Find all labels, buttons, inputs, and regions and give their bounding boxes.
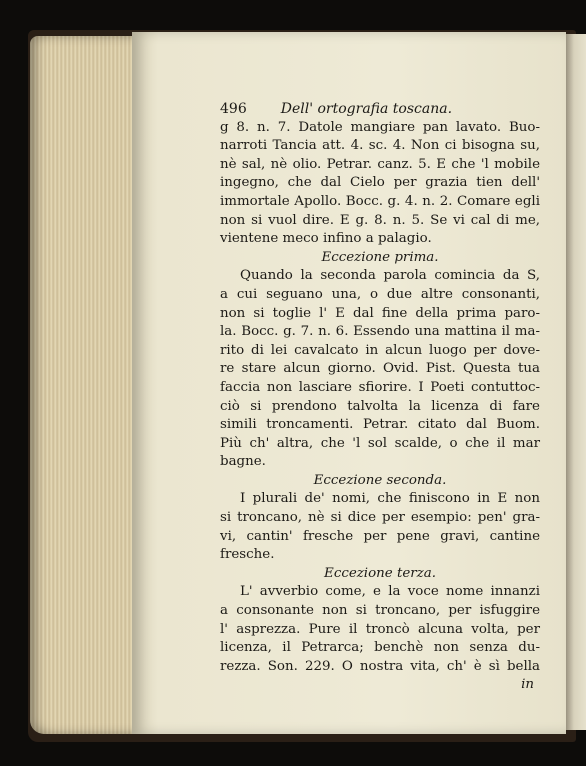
text-line: re stare alcun giorno. Ovid. Pist. Questa tua (220, 361, 540, 377)
text-line: immortale Apollo. Bocc. g. 4. n. 2. Comare egli (220, 193, 540, 209)
facing-page-edge (566, 34, 586, 730)
text-line: fresche. (220, 547, 275, 563)
text-line: rito di lei cavalcato in alcun luogo per dove- (220, 342, 540, 358)
section-eccezione-seconda (220, 472, 540, 565)
text-line: rezza. Son. 229. O nostra vita, ch' è sì bella (220, 658, 540, 674)
text-line: g 8. n. 7. Datole mangiare pan lavato. Buo- (220, 119, 540, 135)
text-line: vi, cantin' fresche per pene gravi, cantine (220, 528, 540, 544)
section-heading: Eccezione prima. (321, 249, 439, 265)
running-header (220, 100, 540, 119)
text-line: non si toglie l' E dal fine della prima paro- (220, 305, 540, 321)
text-line: ciò si prendono talvolta la licenza di fare (220, 398, 540, 414)
text-line: faccia non lasciare sfiorire. I Poeti contuttoc- (220, 379, 540, 395)
catchword: in (521, 677, 534, 693)
opening-paragraph (220, 119, 540, 249)
text-line: a consonante non si troncano, per isfuggire (220, 603, 540, 619)
text-line: non si vuol dire. E g. 8. n. 5. Se vi cal di me, (220, 212, 540, 228)
text-line: si troncano, nè si dice per esempio: pen' gra- (220, 510, 540, 526)
text-line: nè sal, nè olio. Petrar. canz. 5. E che 'l mobile (220, 156, 540, 172)
text-line: vientene meco infino a palagio. (220, 231, 432, 247)
text-line: bagne. (220, 454, 266, 470)
text-line: L' avverbio come, e la voce nome innanzi (240, 584, 540, 600)
text-line: I plurali de' nomi, che finiscono in E non (240, 491, 540, 507)
text-line: simili troncamenti. Petrar. citato dal Buom. (220, 417, 540, 433)
text-line: Più ch' altra, che 'l sol scalde, o che il mar (220, 435, 540, 451)
text-line: l' asprezza. Pure il troncò alcuna volta, per (220, 621, 540, 637)
section-eccezione-terza (220, 565, 540, 677)
text-line: la. Bocc. g. 7. n. 6. Essendo una mattina il ma- (220, 324, 540, 340)
text-line: Quando la seconda parola comincia da S, (240, 268, 540, 284)
text-line: narroti Tancia att. 4. sc. 4. Non ci bisogna su, (220, 138, 540, 154)
section-heading: Eccezione terza. (324, 565, 436, 581)
running-title: Dell' ortografia toscana. (280, 101, 453, 117)
section-eccezione-prima (220, 249, 540, 472)
text-line: licenza, il Petrarca; benchè non senza du- (220, 640, 540, 656)
section-heading: Eccezione seconda. (313, 472, 447, 488)
page-number: 496 (220, 101, 247, 117)
page-edges (30, 36, 138, 734)
page-text (220, 100, 540, 695)
text-line: ingegno, che dal Cielo per grazia tien dell' (220, 175, 540, 191)
text-line: a cui seguano una, o due altre consonanti, (220, 286, 540, 302)
